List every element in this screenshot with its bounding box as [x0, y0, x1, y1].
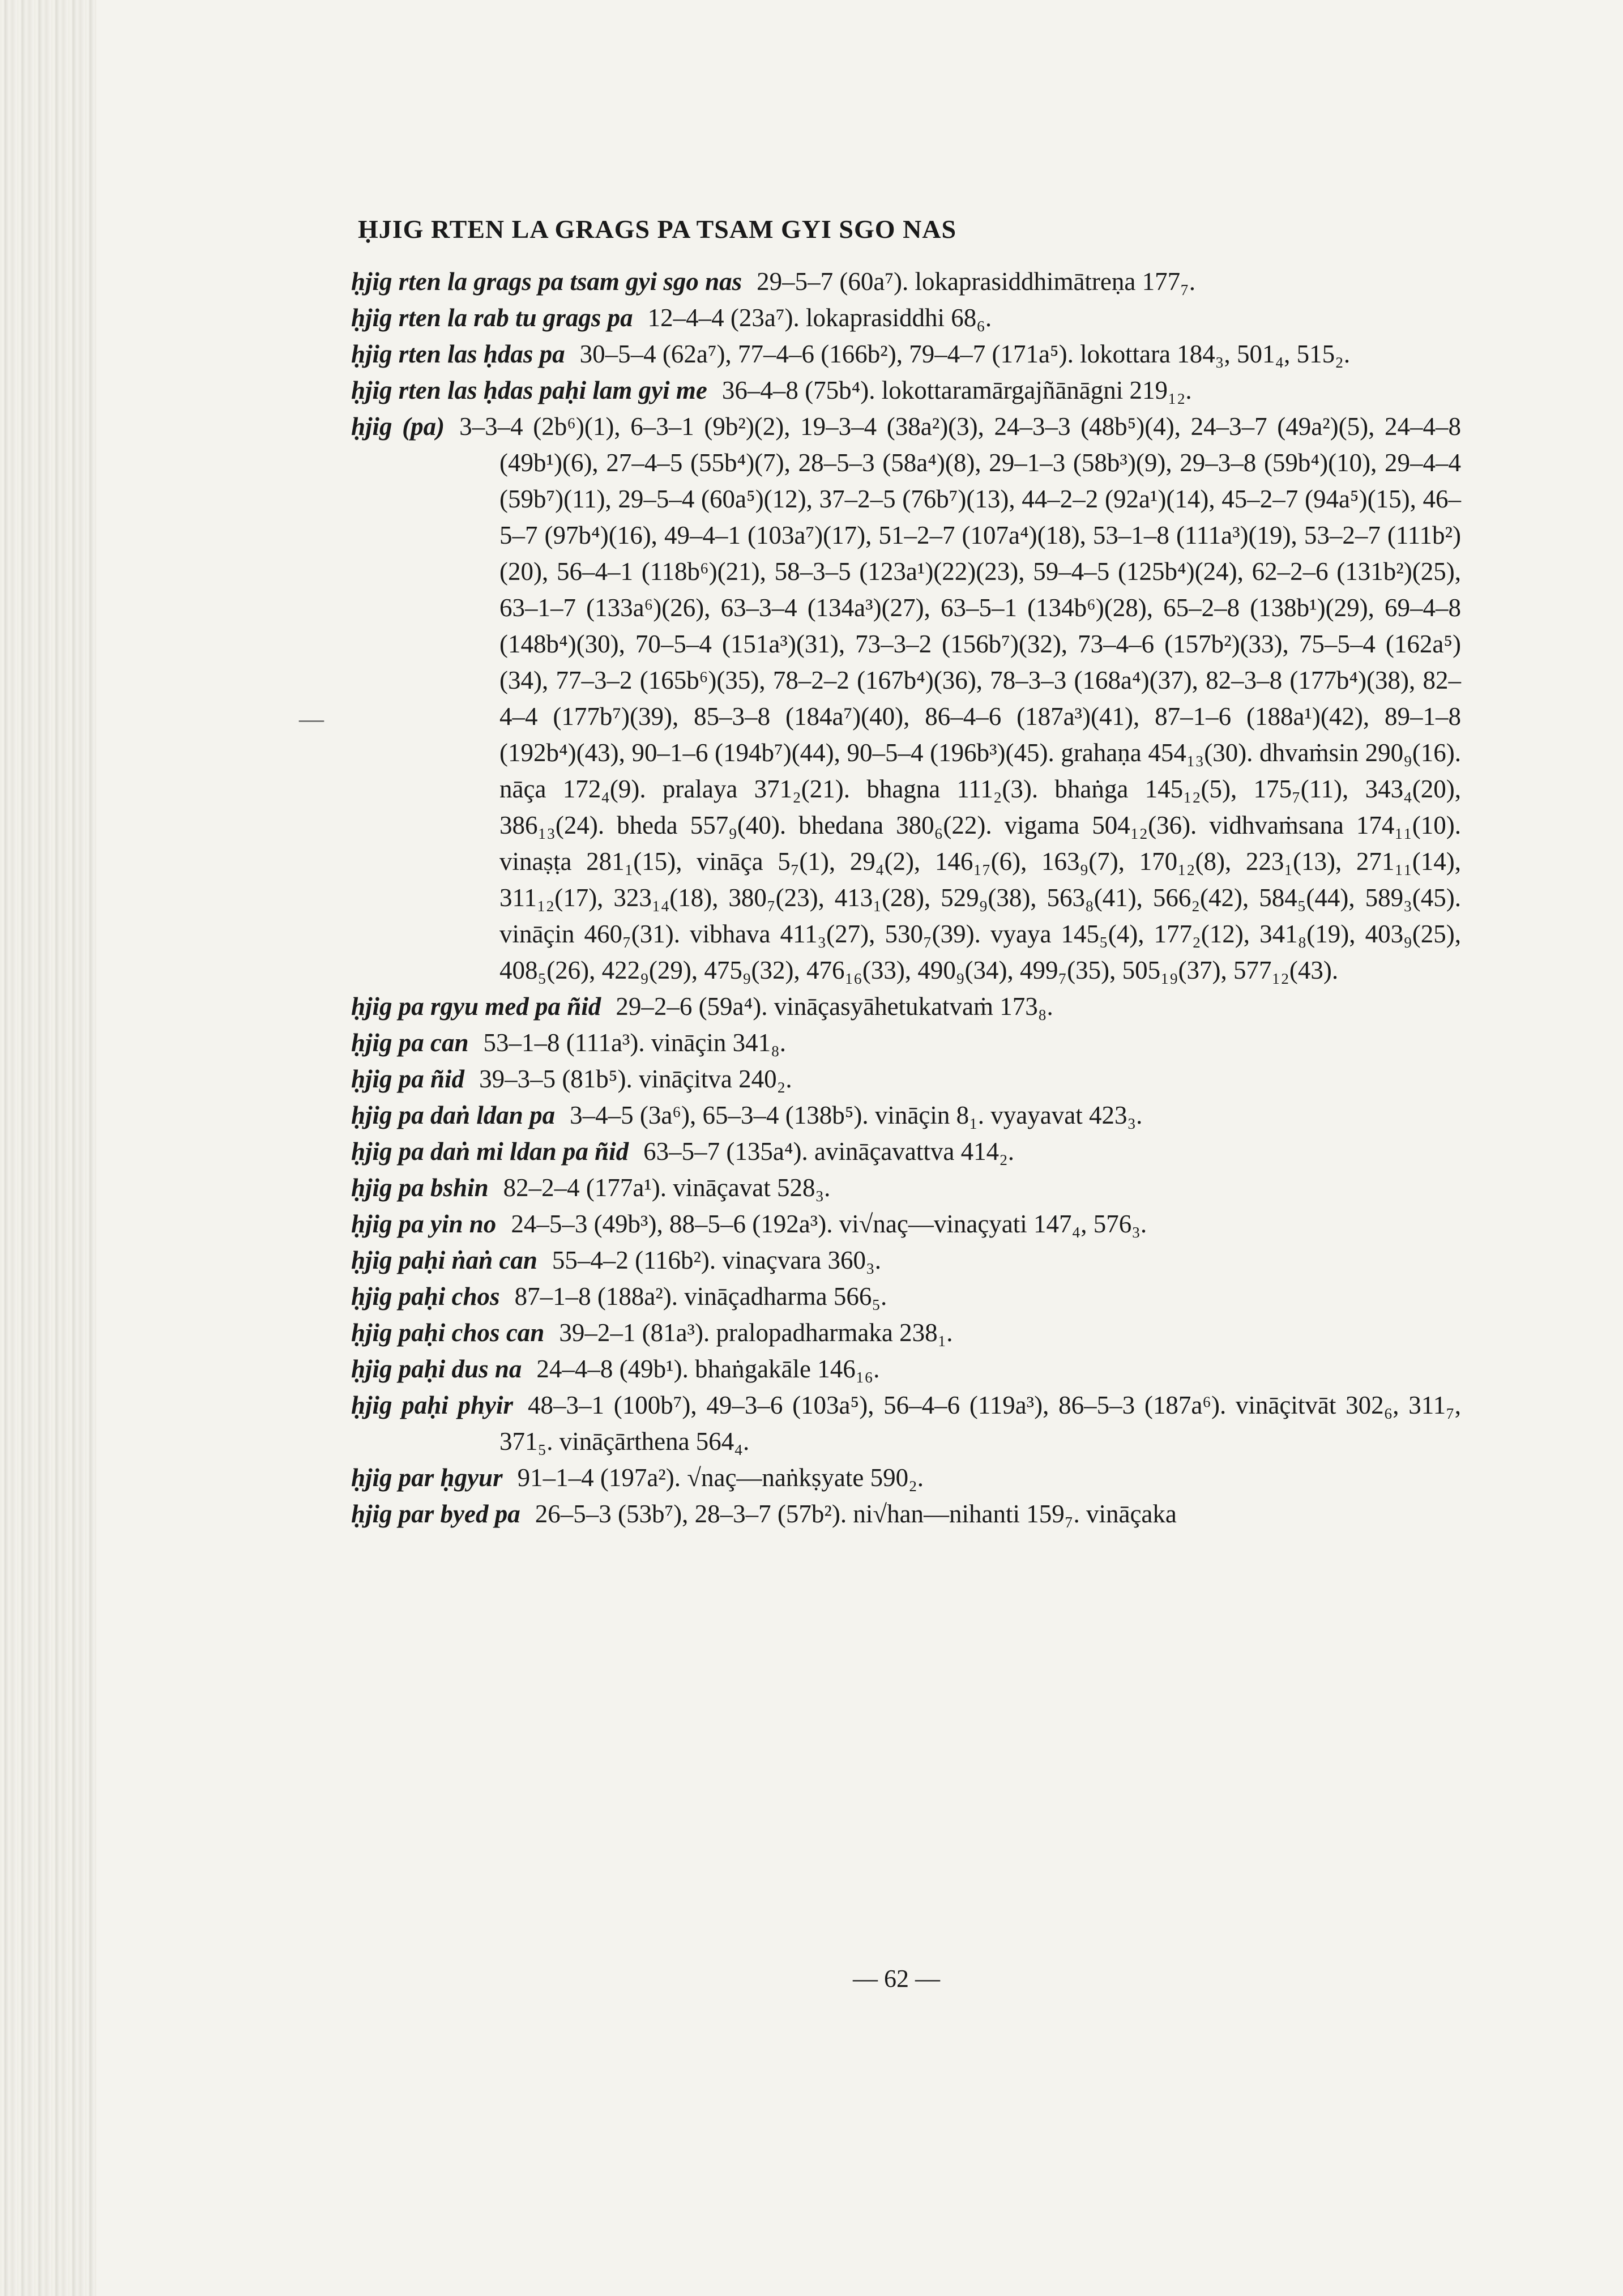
dictionary-entry: [351, 1278, 1461, 1315]
entry-headword: ḥjig rten la grags pa tsam gyi sgo nas: [351, 267, 742, 296]
dictionary-entry: [351, 1170, 1461, 1206]
entry-text: 39–3–5 (81b⁵). vināçitva 240₂.: [479, 1065, 792, 1093]
dictionary-entry: [351, 1025, 1461, 1061]
dictionary-entry: [351, 1133, 1461, 1170]
dictionary-entry: [351, 1459, 1461, 1496]
entry-text: 3–3–4 (2b⁶)(1), 6–3–1 (9b²)(2), 19–3–4 (38a²)(3), 24–3–3 (48b⁵)(4), 24–3–7 (49a²)(5), 24–4–8 (49b¹)(6), 27–4–5 (55b⁴)(7), 28–5–3 (58a⁴)(8), 29–1–3 (58b³)(9), 29–3–8 (59b⁴)(10), 29–4–4 (59b⁷)(11), 29–5–4 (60a⁵)(12), 37–2–5 (76b⁷)(13), 44–2–2 (92a¹)(14), 45–2–7 (94a⁵)(15), 46–5–7 (97b⁴)(16), 49–4–1 (103a⁷)(17), 51–2–7 (107a⁴)(18), 53–1–8 (111a³)(19), 53–2–7 (111b²)(20), 56–4–1 (118b⁶)(21), 58–3–5 (123a¹)(22)(23), 59–4–5 (125b⁴)(24), 62–2–6 (131b²)(25), 63–1–7 (133a⁶)(26), 63–3–4 (134a³)(27), 63–5–1 (134b⁶)(28), 65–2–8 (138b¹)(29), 69–4–8 (148b⁴)(30), 70–5–4 (151a³)(31), 73–3–2 (156b⁷)(32), 73–4–6 (157b²)(33), 75–5–4 (162a⁵)(34), 77–3–2 (165b⁶)(35), 78–2–2 (167b⁴)(36), 78–3–3 (168a⁴)(37), 82–3–8 (177b⁴)(38), 82–4–4 (177b⁷)(39), 85–3–8 (184a⁷)(40), 86–4–6 (187a³)(41), 87–1–6 (188a¹)(42), 89–1–8 (192b⁴)(43), 90–1–6 (194b⁷)(44), 90–5–4 (196b³)(45). grahaṇa 454₁₃(30). dhvaṁsin 290₉(16). nāça 172₄(9). pralaya 371₂(21). bhagna 111₂(3). bhaṅga 145₁₂(5), 175₇(11), 343₄(20), 386₁₃(24). bheda 557₉(40). bhedana 380₆(22). vigama 504₁₂(36). vidhvaṁsana 174₁₁(10). vinaṣṭa 281₁(15), vināça 5₇(1), 29₄(2), 146₁₇(6), 163₉(7), 170₁₂(8), 223₁(13), 271₁₁(14), 311₁₂(17), 323₁₄(18), 380₇(23), 413₁(28), 529₉(38), 563₈(41), 566₂(42), 584₅(44), 589₃(45). vināçin 460₇(31). vibhava 411₃(27), 530₇(39). vyaya 145₅(4), 177₂(12), 341₈(19), 403₉(25), 408₅(26), 422₉(29), 475₉(32), 476₁₆(33), 490₉(34), 499₇(35), 505₁₉(37), 577₁₂(43).: [459, 412, 1461, 984]
dictionary-entry: [351, 988, 1461, 1025]
dictionary-entry: [351, 336, 1461, 372]
entry-headword: ḥjig pa can: [351, 1028, 469, 1057]
entry-headword: ḥjig paḥi chos: [351, 1282, 500, 1311]
entry-headword: ḥjig par ḥgyur: [351, 1463, 503, 1492]
entry-headword: ḥjig paḥi phyir: [351, 1391, 514, 1419]
dictionary-entry: [351, 1315, 1461, 1351]
entry-headword: ḥjig paḥi chos can: [351, 1318, 545, 1347]
entry-text: 12–4–4 (23a⁷). lokaprasiddhi 68₆.: [647, 304, 992, 332]
entry-headword: ḥjig par byed pa: [351, 1500, 520, 1528]
entry-text: 55–4–2 (116b²). vinaçvara 360₃.: [552, 1246, 881, 1274]
entry-text: 87–1–8 (188a²). vināçadharma 566₅.: [514, 1282, 887, 1311]
entry-headword: ḥjig pa ñid: [351, 1065, 465, 1093]
entry-text: 24–5–3 (49b³), 88–5–6 (192a³). vi√naç—vinaçyati 147₄, 576₃.: [511, 1210, 1147, 1238]
entry-text: 26–5–3 (53b⁷), 28–3–7 (57b²). ni√han—nihanti 159₇. vināçaka: [535, 1500, 1177, 1528]
entry-headword: ḥjig rten las ḥdas paḥi lam gyi me: [351, 376, 707, 404]
entry-text: 48–3–1 (100b⁷), 49–3–6 (103a⁵), 56–4–6 (119a³), 86–5–3 (187a⁶). vināçitvāt 302₆, 311₇, 371₅. vināçārthena 564₄.: [499, 1391, 1462, 1456]
running-header: ḤJIG RTEN LA GRAGS PA TSAM GYI SGO NAS: [358, 215, 957, 244]
entry-headword: ḥjig pa daṅ ldan pa: [351, 1101, 556, 1129]
entry-list: [351, 263, 1461, 1532]
entry-headword: ḥjig pa bshin: [351, 1173, 489, 1202]
entry-headword: ḥjig paḥi dus na: [351, 1355, 522, 1383]
dictionary-entry: [351, 1496, 1461, 1532]
entry-headword: ḥjig (pa): [351, 412, 445, 441]
dictionary-entry: [351, 300, 1461, 336]
entry-text: 3–4–5 (3a⁶), 65–3–4 (138b⁵). vināçin 8₁. vyayavat 423₃.: [570, 1101, 1143, 1129]
dictionary-entry: [351, 1351, 1461, 1387]
dictionary-entry: [351, 1061, 1461, 1097]
entry-text: 29–2–6 (59a⁴). vināçasyāhetukatvaṁ 173₈.: [616, 992, 1053, 1021]
dictionary-page: [351, 214, 1461, 2253]
dictionary-entry: [351, 1387, 1461, 1459]
entry-text: 82–2–4 (177a¹). vināçavat 528₃.: [503, 1173, 831, 1202]
entry-headword: ḥjig pa rgyu med pa ñid: [351, 992, 601, 1021]
binding-edge-shadow: [0, 0, 96, 2296]
entry-headword: ḥjig rten la rab tu grags pa: [351, 304, 633, 332]
entry-headword: ḥjig paḥi ṅaṅ can: [351, 1246, 537, 1274]
entry-text: 36–4–8 (75b⁴). lokottaramārgajñānāgni 219₁₂.: [721, 376, 1192, 404]
entry-headword: ḥjig pa daṅ mi ldan pa ñid: [351, 1137, 629, 1166]
entry-text: 91–1–4 (197a²). √naç—naṅkṣyate 590₂.: [517, 1463, 924, 1492]
dictionary-entry: [351, 263, 1461, 300]
dictionary-entry: [351, 1242, 1461, 1278]
entry-text: 29–5–7 (60a⁷). lokaprasiddhimātreṇa 177₇.: [757, 267, 1196, 296]
entry-text: 63–5–7 (135a⁴). avināçavattva 414₂.: [643, 1137, 1015, 1166]
dictionary-entry: [351, 372, 1461, 408]
dictionary-entry: [351, 408, 1461, 988]
entry-text: 39–2–1 (81a³). pralopadharmaka 238₁.: [559, 1318, 953, 1347]
dictionary-entry: [351, 1206, 1461, 1242]
entry-headword: ḥjig rten las ḥdas pa: [351, 340, 565, 368]
entry-text: 30–5–4 (62a⁷), 77–4–6 (166b²), 79–4–7 (171a⁵). lokottara 184₃, 501₄, 515₂.: [579, 340, 1351, 368]
margin-mark: —: [299, 705, 324, 733]
entry-text: 24–4–8 (49b¹). bhaṅgakāle 146₁₆.: [536, 1355, 880, 1383]
entry-text: 53–1–8 (111a³). vināçin 341₈.: [483, 1028, 787, 1057]
dictionary-entry: [351, 1097, 1461, 1133]
page-number: — 62 —: [853, 1965, 940, 1992]
entry-headword: ḥjig pa yin no: [351, 1210, 497, 1238]
